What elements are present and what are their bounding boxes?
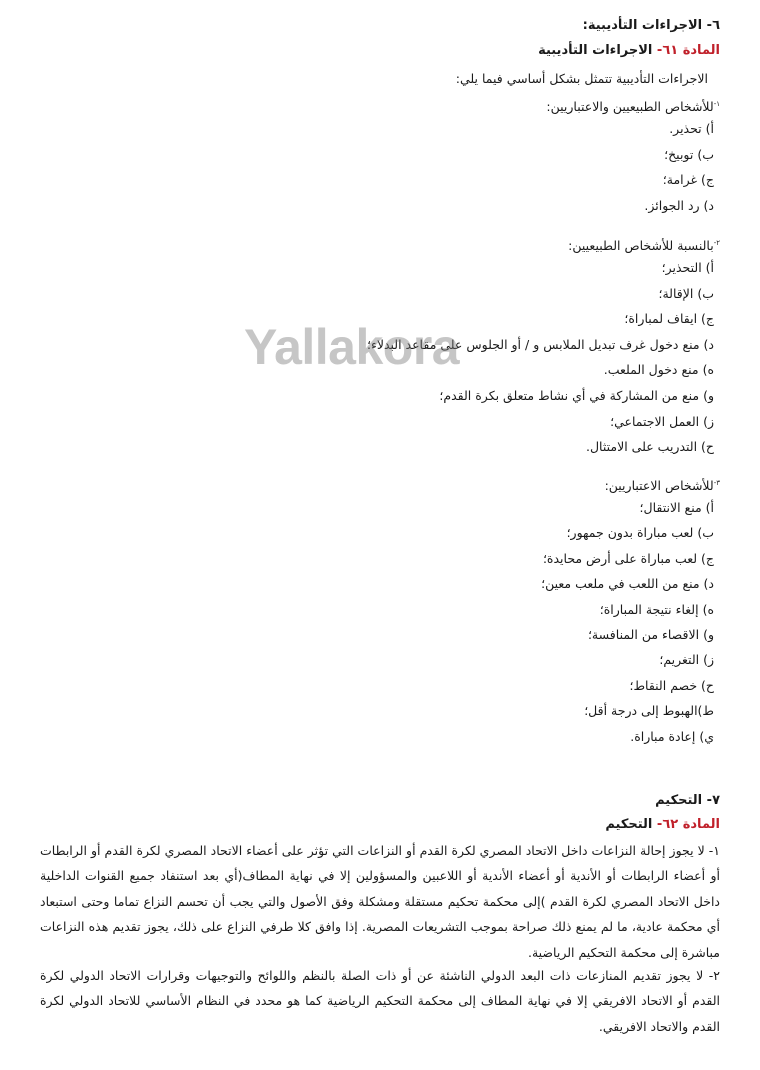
list-item: د) رد الجوائز. <box>644 198 714 214</box>
article-62-paragraph-2: ٢- لا يجوز تقديم المنازعات ذات البعد الدولي الناشئة عن أو ذات الصلة بالنظم واللوائح والتوجيهات وقرارات الاتحاد الدولي لكرة القدم أو الاتحاد الافريقي إلا في نهاية المطاف إلى محكمة التحكيم الرياضية كما هو محدد في النظام الأساسي للاتحاد الدولي لكرة القدم والاتحاد الافريقي. <box>40 968 720 1034</box>
section-6-intro: الاجراءات التأديبية تتمثل بشكل أساسي فيما يلي: <box>455 71 708 86</box>
list-item: ز) التغريم؛ <box>659 652 714 668</box>
group-3-number: ٣- <box>713 479 720 487</box>
list-item: ح) خصم النقاط؛ <box>629 677 714 693</box>
list-item: ج) لعب مباراة على أرض محايدة؛ <box>542 550 714 566</box>
article-62-paragraph-1: ١- لا يجوز إحالة النزاعات داخل الاتحاد المصري لكرة القدم أو النزاعات التي تؤثر على أعضاء الاتحاد المصري لكرة القدم أو الرابطات أو أعضاء الرابطات أو الأندية أو أعضاء الأندية أو اللاعبين والمسؤولين إلا في نهاية المطاف(أي بعد استنفاد جميع القنوات الداخلية داخل الاتحاد المصري لكرة القدم )إلى محكمة تحكيم مستقلة ومشكلة وفق الأصول والتي يجب أن تحسم النزاع تماما وحتى استبعاد أي محكمة عادية، ما لم يمنع ذلك صراحة بموجب التشريعات المصرية. إذا وافق كلا طرفي النزاع على ذلك، يجوز تقديم هذه النزاعات مباشرة إلى محكمة التحكيم الرياضية. <box>40 843 720 960</box>
article-62-name: التحكيم <box>605 817 653 832</box>
list-item: و) الاقصاء من المنافسة؛ <box>587 627 714 642</box>
group-3-label: للأشخاص الاعتباريين: <box>604 478 714 494</box>
article-61-name: الاجراءات التأديبية <box>538 43 653 58</box>
group-2-label: بالنسبة للأشخاص الطبيعيين: <box>568 238 714 254</box>
yallakora-watermark: Yallakora <box>244 319 460 375</box>
list-item: أ) تحذير. <box>669 121 714 136</box>
list-item: ب) توبيخ؛ <box>664 146 714 162</box>
group-1-number: ١- <box>713 100 720 108</box>
list-item: ي) إعادة مباراة. <box>630 728 714 744</box>
list-item: ح) التدريب على الامتثال. <box>586 439 714 455</box>
article-62-label: المادة ٦٢- <box>652 817 720 832</box>
group-3-title <box>605 474 720 495</box>
list-item: ه) إلغاء نتيجة المباراة؛ <box>599 601 714 617</box>
list-item: ط)الهبوط إلى درجة أقل؛ <box>584 703 714 719</box>
list-item: أ) منع الانتقال؛ <box>639 500 714 515</box>
list-item: ج) ايقاف لمباراة؛ <box>624 311 714 327</box>
section-7-heading: ٧- التحكيم <box>655 793 720 808</box>
list-item: ب) لعب مباراة بدون جمهور؛ <box>566 525 714 541</box>
list-item: ج) غرامة؛ <box>662 172 714 188</box>
article-61-title <box>538 42 720 60</box>
group-2-title <box>568 234 720 255</box>
list-item: ز) العمل الاجتماعي؛ <box>610 413 714 429</box>
section-6-heading: ٦- الاجراءات التأديبية: <box>582 18 720 33</box>
list-item: ب) الإقالة؛ <box>658 285 714 301</box>
list-item: د) منع من اللعب في ملعب معين؛ <box>541 576 714 592</box>
list-item: أ) التحذير؛ <box>661 260 714 275</box>
group-1-title <box>546 95 720 116</box>
list-item: ه) منع دخول الملعب. <box>603 362 714 378</box>
list-item: و) منع من المشاركة في أي نشاط متعلق بكرة القدم؛ <box>439 388 714 403</box>
article-62-title <box>605 816 720 834</box>
article-61-label: المادة ٦١- <box>652 43 720 58</box>
list-item: د) منع دخول غرف تبديل الملابس و / أو الجلوس على مقاعد البدلاء؛ <box>366 336 714 352</box>
group-1-label: للأشخاص الطبيعيين والاعتباريين: <box>546 99 714 115</box>
group-2-number: ٢- <box>713 239 720 247</box>
